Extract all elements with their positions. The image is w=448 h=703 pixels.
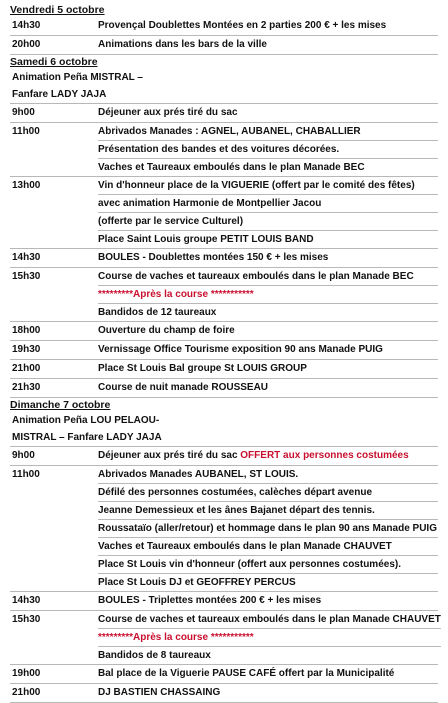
schedule-row <box>10 69 438 104</box>
event-time: 19h30 <box>12 344 41 355</box>
event-text: Course de vaches et taureaux emboulés dans le plan Manade BEC <box>98 271 414 282</box>
event-lines <box>98 360 438 377</box>
event-text: Déjeuner aux prés tiré du sac <box>98 450 241 461</box>
highlight-text: OFFERT aux personnes costumées <box>240 450 409 461</box>
event-line <box>98 140 438 158</box>
event-text: Vaches et Taureaux emboulés dans le plan Manade CHAUVET <box>98 541 392 552</box>
event-time: 13h00 <box>12 180 41 191</box>
event-text: Bal place de la Viguerie PAUSE CAFÉ offert par la Municipalité <box>98 668 395 679</box>
event-text: Abrivados Manades AUBANEL, ST LOUIS. <box>98 469 299 480</box>
schedule-row <box>10 268 438 322</box>
event-lines <box>98 104 438 121</box>
event-line <box>98 230 438 248</box>
event-time: 14h30 <box>12 20 41 31</box>
event-line <box>98 646 441 664</box>
event-line <box>98 628 441 646</box>
event-lines <box>98 268 438 321</box>
event-text: Déjeuner aux prés tiré du sac <box>98 107 238 118</box>
event-text: Abrivados Manades : AGNEL, AUBANEL, CHABALLIER <box>98 126 361 137</box>
event-time: 19h00 <box>12 668 41 679</box>
event-time: 11h00 <box>12 126 40 137</box>
event-lines <box>98 177 438 248</box>
event-line <box>98 104 438 121</box>
event-text: avec animation Harmonie de Montpellier Jacou <box>98 198 322 209</box>
day-heading: Samedi 6 octobre <box>10 56 98 68</box>
event-text: Défilé des personnes costumées, calèches départ avenue <box>98 487 373 498</box>
event-time: 15h30 <box>12 271 41 282</box>
schedule-row <box>10 177 438 249</box>
event-time: 20h00 <box>12 39 41 50</box>
schedule-row <box>10 123 438 177</box>
event-text: Provençal Doublettes Montées en 2 parties 200 € + les mises <box>98 20 387 31</box>
event-text: Course de nuit manade ROUSSEAU <box>98 382 269 393</box>
event-line <box>98 268 438 285</box>
schedule-row <box>10 665 438 684</box>
event-text: DJ BASTIEN CHASSAING <box>98 687 221 698</box>
event-line <box>98 212 438 230</box>
event-time: 15h30 <box>12 614 41 625</box>
event-text: Ouverture du champ de foire <box>98 325 235 336</box>
event-text: BOULES - Triplettes montées 200 € + les mises <box>98 595 322 606</box>
event-lines <box>98 379 438 396</box>
schedule-row <box>10 379 438 398</box>
event-line <box>98 519 438 537</box>
event-line <box>98 36 438 53</box>
event-time: 14h30 <box>12 595 41 606</box>
day-heading: Vendredi 5 octobre <box>10 4 105 16</box>
event-lines <box>98 341 438 358</box>
schedule-row <box>10 104 438 123</box>
event-time: 21h30 <box>12 382 41 393</box>
event-line <box>98 501 438 519</box>
event-line <box>98 360 438 377</box>
event-line <box>98 123 438 140</box>
event-text: Place St Louis Bal groupe St LOUIS GROUP <box>98 363 307 374</box>
event-line <box>98 249 438 266</box>
event-text: Vin d'honneur place de la VIGUERIE (offert par le comité des fêtes) <box>98 180 415 191</box>
event-line <box>98 611 441 628</box>
event-line <box>98 573 438 591</box>
event-line <box>98 537 438 555</box>
event-time: 21h00 <box>12 687 41 698</box>
event-lines <box>98 447 438 464</box>
event-lines <box>98 322 438 339</box>
event-line <box>98 665 438 682</box>
event-text: Bandidos de 12 taureaux <box>98 307 217 318</box>
schedule-row <box>10 684 438 703</box>
event-line <box>98 177 438 194</box>
event-line <box>98 158 438 176</box>
schedule-row <box>10 249 438 268</box>
schedule-row <box>10 17 438 36</box>
event-lines <box>98 123 438 176</box>
event-time: 11h00 <box>12 469 40 480</box>
schedule-row <box>10 36 438 55</box>
event-line <box>98 555 438 573</box>
event-lines <box>98 249 438 266</box>
event-time: 9h00 <box>12 450 35 461</box>
event-text: Jeanne Demessieux et les ânes Bajanet départ des tennis. <box>98 505 375 516</box>
event-lines <box>98 665 438 682</box>
event-lines <box>98 36 438 53</box>
schedule-row <box>10 592 438 611</box>
event-lines <box>98 684 438 701</box>
event-text: Vernissage Office Tourisme exposition 90 ans Manade PUIG <box>98 344 383 355</box>
highlight-text: *********Après la course *********** <box>98 632 254 643</box>
event-line <box>98 466 438 483</box>
event-text: BOULES - Doublettes montées 150 € + les mises <box>98 252 329 263</box>
event-line <box>98 379 438 396</box>
schedule-row <box>10 360 438 379</box>
event-line <box>98 285 438 303</box>
event-text: Place Saint Louis groupe PETIT LOUIS BAND <box>98 234 314 245</box>
event-text: Course de vaches et taureaux emboulés dans le plan Manade CHAUVET <box>98 614 441 625</box>
event-text: Présentation des bandes et des voitures décorées. <box>98 144 340 155</box>
event-line <box>98 684 438 701</box>
event-lines <box>98 611 441 664</box>
event-lines <box>98 17 438 34</box>
highlight-text: *********Après la course *********** <box>98 289 254 300</box>
event-text: Vaches et Taureaux emboulés dans le plan Manade BEC <box>98 162 365 173</box>
schedule-row <box>10 341 438 360</box>
event-text: Place St Louis DJ et GEOFFREY PERCUS <box>98 577 296 588</box>
event-line <box>98 483 438 501</box>
event-time: 14h30 <box>12 252 41 263</box>
event-line <box>98 592 438 609</box>
animation-heading: Animation Peña LOU PELAOU- MISTRAL – Fanfare LADY JAJA <box>12 415 162 443</box>
event-text: Animations dans les bars de la ville <box>98 39 267 50</box>
event-lines <box>98 466 438 591</box>
schedule-row <box>10 611 441 665</box>
event-line <box>98 322 438 339</box>
animation-heading: Animation Peña MISTRAL – Fanfare LADY JAJA <box>12 72 143 100</box>
day-heading: Dimanche 7 octobre <box>10 399 111 411</box>
event-text: Roussataïo (aller/retour) et hommage dans le plan 90 ans Manade PUIG <box>98 523 437 534</box>
event-text: Place St Louis vin d'honneur (offert aux personnes costumées). <box>98 559 401 570</box>
schedule-row <box>10 447 438 466</box>
event-text: Bandidos de 8 taureaux <box>98 650 211 661</box>
event-line <box>98 194 438 212</box>
event-line <box>98 303 438 321</box>
schedule-row <box>10 412 438 447</box>
event-time: 9h00 <box>12 107 35 118</box>
event-time: 21h00 <box>12 363 41 374</box>
event-text: (offerte par le service Culturel) <box>98 216 244 227</box>
event-line <box>98 447 438 464</box>
event-line <box>98 341 438 358</box>
event-time: 18h00 <box>12 325 41 336</box>
event-lines <box>98 592 438 609</box>
schedule-row <box>10 322 438 341</box>
event-line <box>98 17 438 34</box>
schedule-row <box>10 466 438 592</box>
